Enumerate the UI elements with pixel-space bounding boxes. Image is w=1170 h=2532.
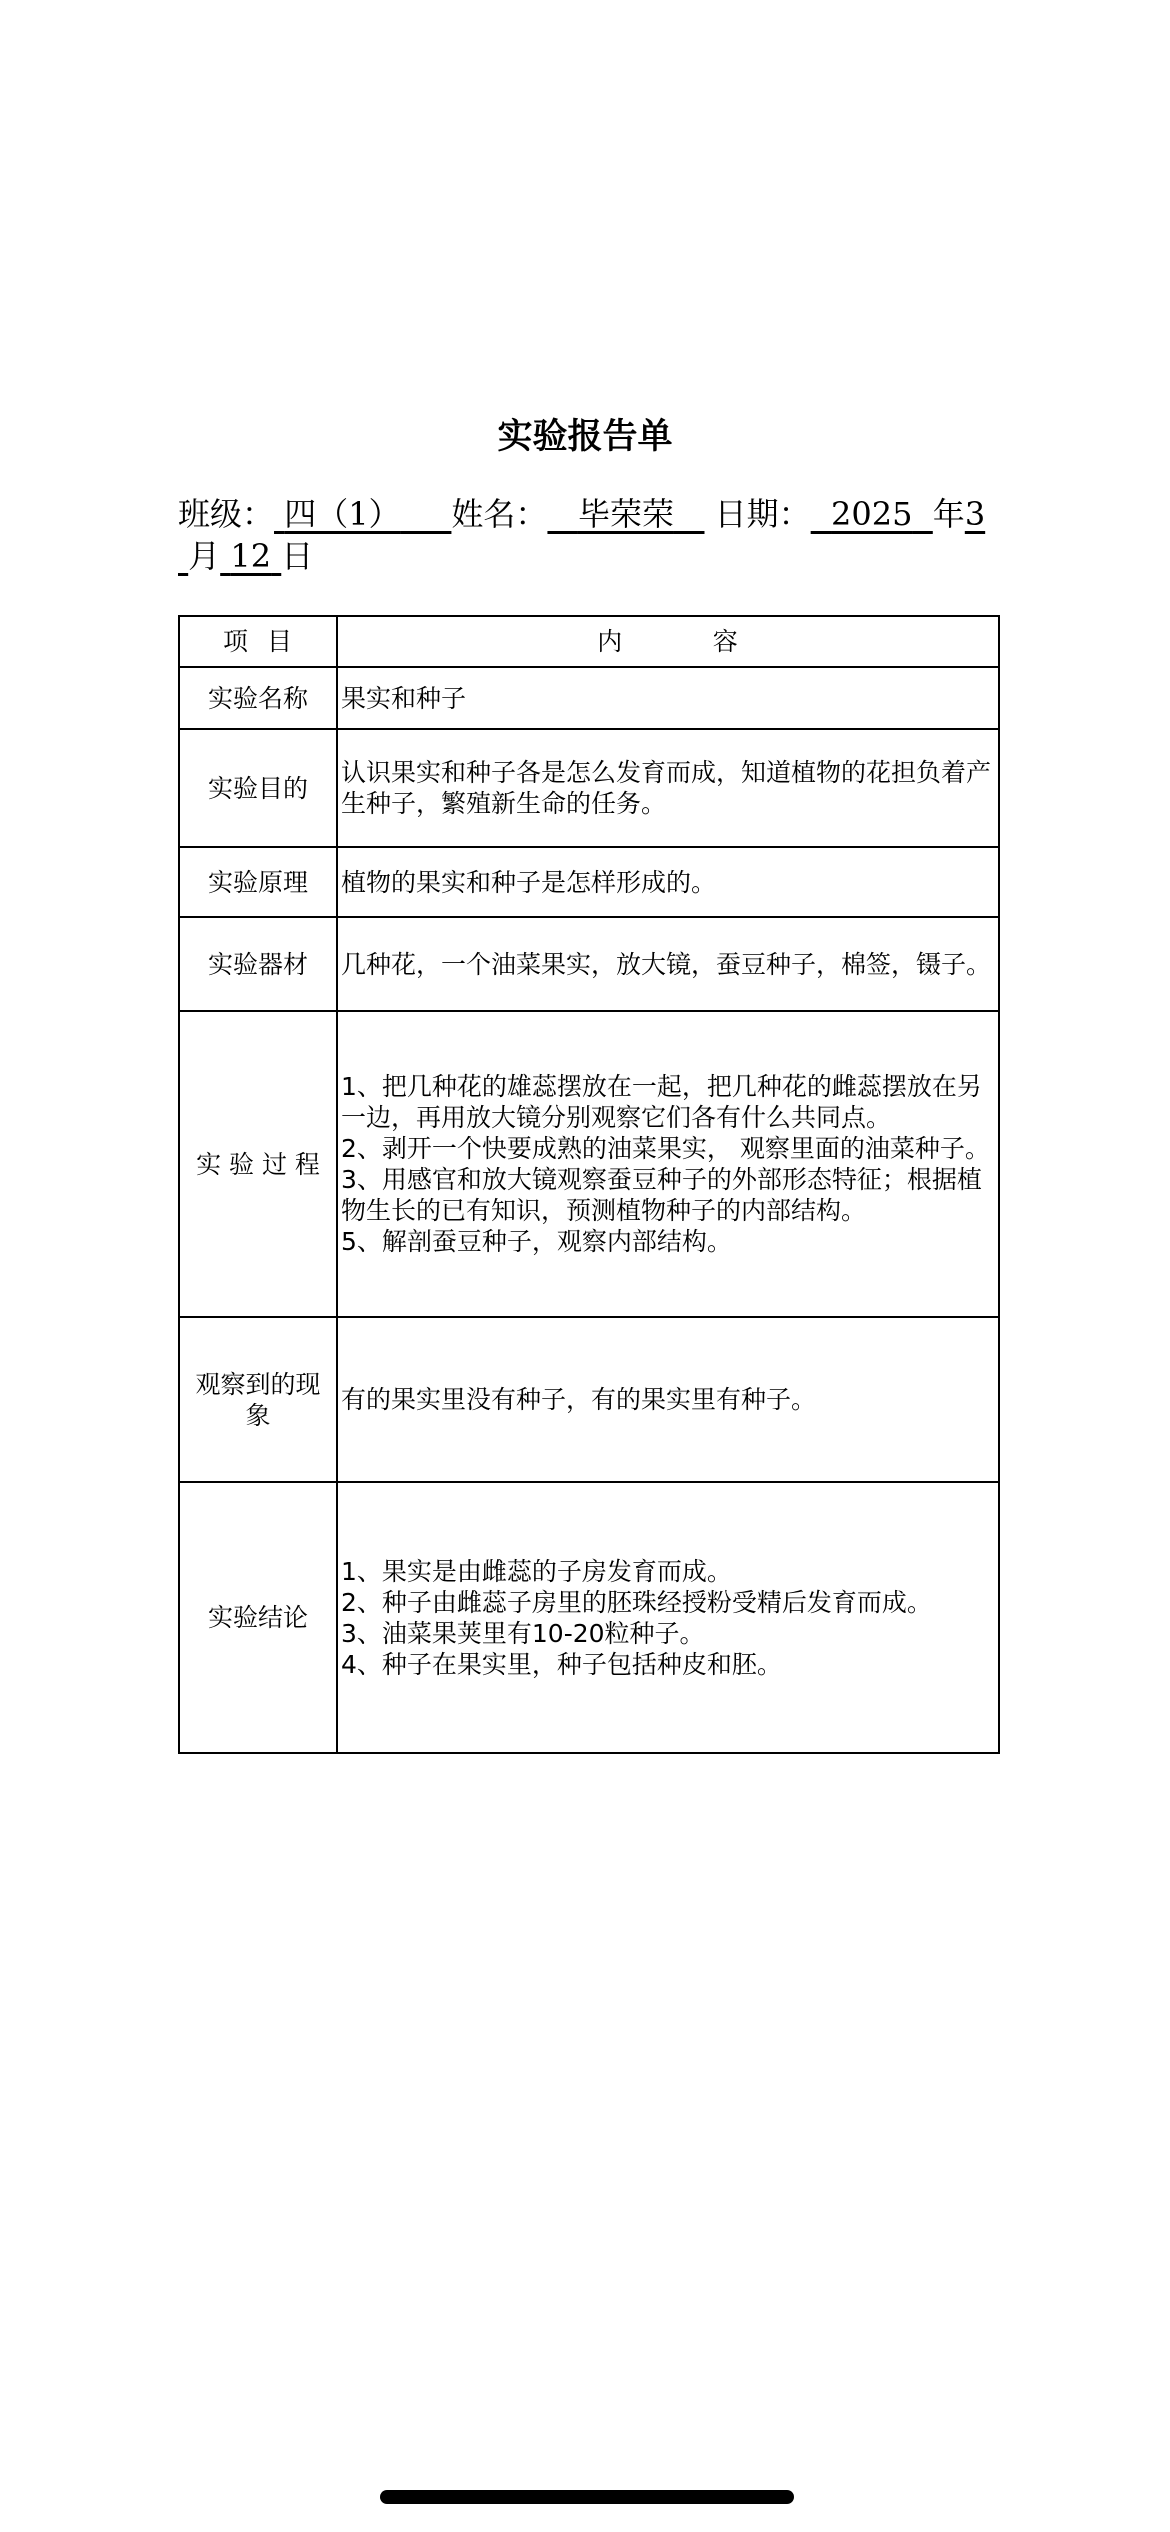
content-line: 2、种子由雌蕊子房里的胚珠经授粉受精后发育而成。 — [341, 1587, 932, 1617]
day-value: 12 — [230, 537, 272, 575]
row-content — [337, 847, 999, 917]
content-line: 4、种子在果实里，种子包括种皮和胚。 — [341, 1649, 782, 1679]
row-content — [337, 667, 999, 729]
table-row — [179, 917, 999, 1011]
content-line: 植物的果实和种子是怎样形成的。 — [341, 867, 717, 897]
row-label: 观察到的现象 — [179, 1317, 337, 1482]
name-label: 姓名： — [451, 495, 548, 533]
content-line: 认识果实和种子各是怎么发育而成，知道植物的花担负着产生种子，繁殖新生命的任务。 — [341, 758, 992, 818]
day-label: 日 — [281, 537, 314, 575]
row-label: 实验名称 — [179, 667, 337, 729]
row-content — [337, 917, 999, 1011]
year-label: 年 — [932, 495, 965, 533]
row-label: 实验目的 — [179, 729, 337, 847]
table-row — [179, 1011, 999, 1317]
content-line: 果实和种子 — [341, 683, 467, 713]
row-content — [337, 1011, 999, 1317]
content-line: 3、油菜果荚里有10-20粒种子。 — [341, 1618, 705, 1648]
table-header-row — [179, 616, 999, 667]
month-underline-lead — [178, 537, 188, 575]
date-label: 日期： — [714, 495, 811, 533]
name-value: 毕荣荣 — [577, 495, 674, 533]
content-line: 1、果实是由雌蕊的子房发育而成。 — [341, 1556, 732, 1586]
table-row — [179, 667, 999, 729]
table-row — [179, 1482, 999, 1753]
row-content — [337, 729, 999, 847]
content-line: 3、用感官和放大镜观察蚕豆种子的外部形态特征；根据植物生长的已有知识，预测植物种子的内部结构。 — [341, 1165, 982, 1225]
header-item: 项 目 — [179, 616, 337, 667]
content-line: 有的果实里没有种子，有的果实里有种子。 — [341, 1385, 817, 1414]
report-table — [178, 615, 1000, 1754]
header-content: 内 容 — [337, 616, 999, 667]
table-row — [179, 1317, 999, 1482]
home-indicator[interactable] — [380, 2490, 794, 2504]
report-info-line — [178, 493, 1008, 577]
year-value: 2025 — [831, 495, 913, 533]
content-line: 几种花，一个油菜果实，放大镜，蚕豆种子，棉签，镊子。 — [341, 949, 992, 979]
table-row — [179, 729, 999, 847]
table-row — [179, 847, 999, 917]
content-line: 2、剥开一个快要成熟的油菜果实， 观察里面的油菜种子。 — [341, 1134, 990, 1163]
row-content — [337, 1482, 999, 1753]
content-line: 1、把几种花的雄蕊摆放在一起，把几种花的雌蕊摆放在另一边，再用放大镜分别观察它们各有什么共同点。 — [341, 1072, 982, 1132]
row-label: 实验器材 — [179, 917, 337, 1011]
month-value: 3 — [964, 495, 986, 533]
row-content — [337, 1317, 999, 1482]
class-value: 四（1） — [284, 495, 401, 533]
row-label: 实 验 过 程 — [179, 1011, 337, 1317]
month-label: 月 — [188, 537, 221, 575]
class-label: 班级： — [178, 495, 275, 533]
content-line: 5、解剖蚕豆种子，观察内部结构。 — [341, 1227, 732, 1256]
row-label: 实验结论 — [179, 1482, 337, 1753]
row-label: 实验原理 — [179, 847, 337, 917]
document-title: 实验报告单 — [497, 417, 673, 457]
